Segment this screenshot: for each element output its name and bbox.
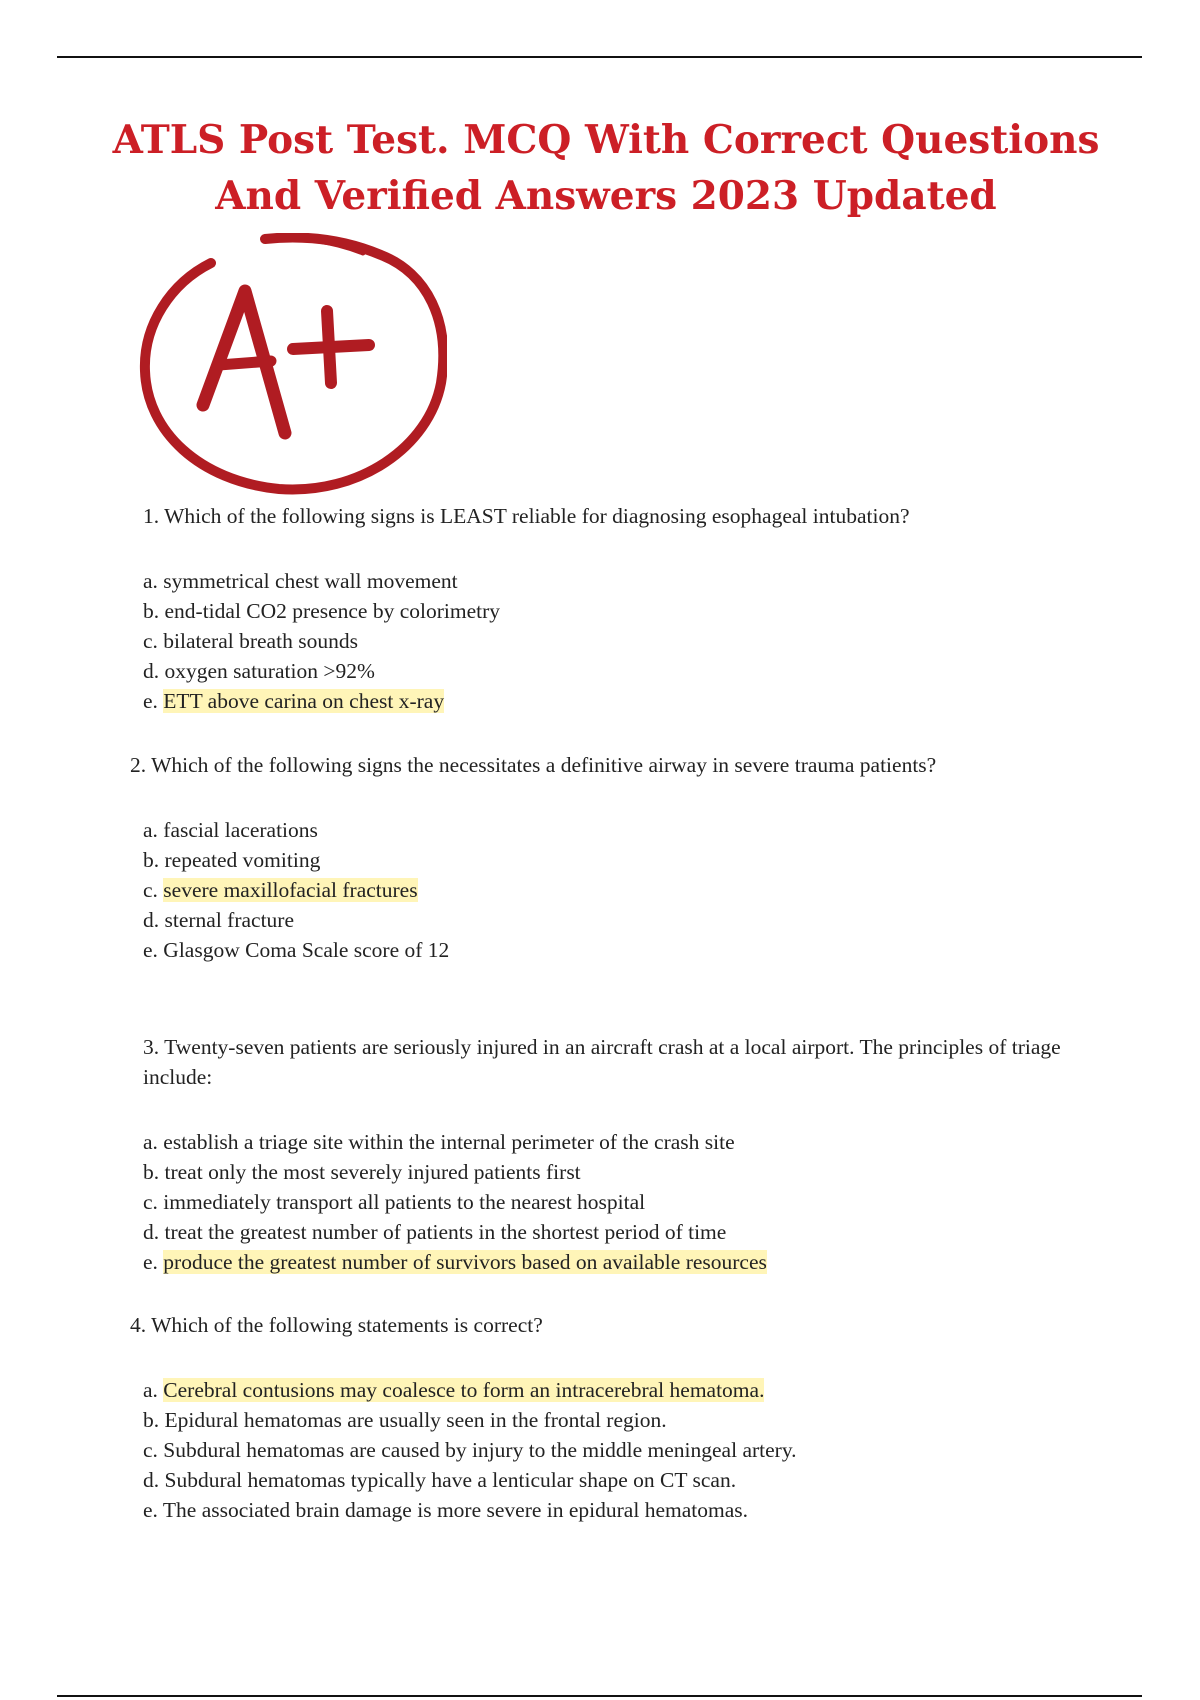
option-4b: b. Epidural hematomas are usually seen in the frontal region.	[143, 1408, 667, 1432]
option-3b: b. treat only the most severely injured patients first	[143, 1160, 581, 1184]
a-plus-grade-icon	[137, 233, 447, 495]
question-2-options	[143, 815, 936, 965]
title-line-2: And Verified Answers 2023 Updated	[215, 173, 997, 219]
question-2	[130, 750, 936, 965]
option-4d: d. Subdural hematomas typically have a lenticular shape on CT scan.	[143, 1468, 737, 1492]
top-rule	[57, 56, 1142, 58]
question-1-options	[143, 566, 910, 716]
option-1d: d. oxygen saturation >92%	[143, 659, 375, 683]
option-2c-correct: c. severe maxillofacial fractures	[143, 878, 418, 902]
option-2b: b. repeated vomiting	[143, 848, 321, 872]
option-2e: e. Glasgow Coma Scale score of 12	[143, 938, 450, 962]
option-4c: c. Subdural hematomas are caused by injury to the middle meningeal artery.	[143, 1438, 797, 1462]
bottom-rule	[57, 1695, 1142, 1697]
question-4	[130, 1310, 797, 1525]
option-2d: d. sternal fracture	[143, 908, 295, 932]
option-1e-correct: e. ETT above carina on chest x-ray	[143, 689, 445, 713]
option-1c: c. bilateral breath sounds	[143, 629, 358, 653]
question-4-options	[143, 1375, 797, 1525]
option-3e-correct: e. produce the greatest number of survivors based on available resources	[143, 1250, 767, 1274]
option-4a-correct: a. Cerebral contusions may coalesce to form an intracerebral hematoma.	[143, 1378, 765, 1402]
highlighted-answer: severe maxillofacial fractures	[163, 878, 418, 902]
question-3	[143, 1032, 1123, 1277]
question-1-text: 1. Which of the following signs is LEAST reliable for diagnosing esophageal intubation?	[143, 504, 910, 528]
option-3c: c. immediately transport all patients to the nearest hospital	[143, 1190, 646, 1214]
option-3d: d. treat the greatest number of patients in the shortest period of time	[143, 1220, 727, 1244]
option-1b: b. end-tidal CO2 presence by colorimetry	[143, 599, 501, 623]
question-3-text: 3. Twenty-seven patients are seriously injured in an aircraft crash at a local airport. The principles of triage include:	[143, 1035, 1061, 1089]
question-2-text: 2. Which of the following signs the necessitates a definitive airway in severe trauma patients?	[130, 753, 937, 777]
title-line-1: ATLS Post Test. MCQ With Correct Questions	[112, 117, 1100, 163]
option-3a: a. establish a triage site within the internal perimeter of the crash site	[143, 1130, 735, 1154]
highlighted-answer: Cerebral contusions may coalesce to form an intracerebral hematoma.	[163, 1378, 765, 1402]
option-4e: e. The associated brain damage is more severe in epidural hematomas.	[143, 1498, 748, 1522]
question-4-text: 4. Which of the following statements is correct?	[130, 1313, 543, 1337]
highlighted-answer: ETT above carina on chest x-ray	[163, 689, 445, 713]
highlighted-answer: produce the greatest number of survivors based on available resources	[163, 1250, 767, 1274]
question-1	[143, 501, 910, 716]
question-3-options	[143, 1127, 1123, 1277]
option-2a: a. fascial lacerations	[143, 818, 318, 842]
option-1a: a. symmetrical chest wall movement	[143, 569, 458, 593]
document-title	[0, 112, 1200, 224]
